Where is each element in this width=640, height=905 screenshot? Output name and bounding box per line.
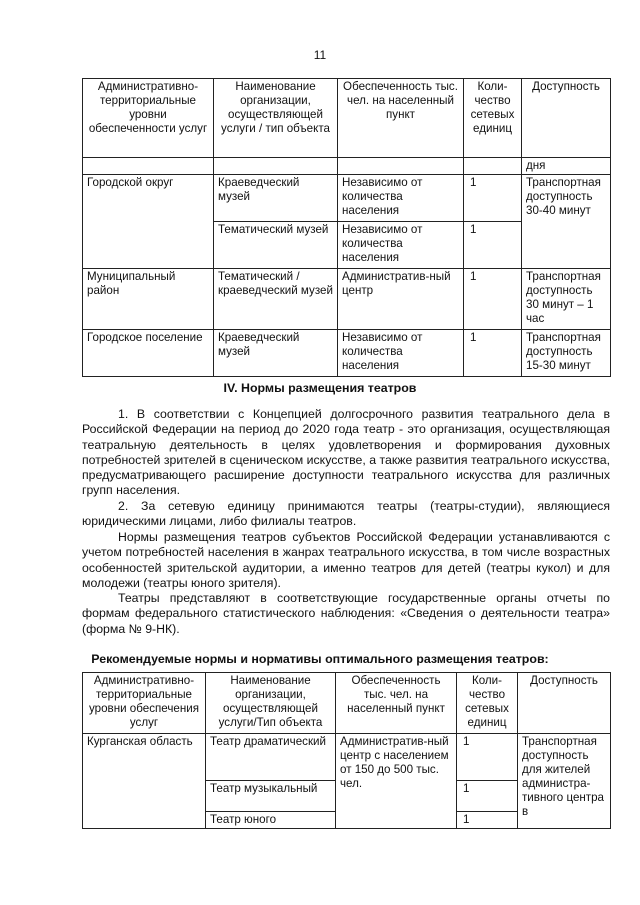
table-subheader-row bbox=[83, 158, 611, 175]
provision-cell: Административ-ный центр bbox=[338, 269, 464, 330]
header-count: Коли-чество сетевых единиц bbox=[457, 673, 518, 734]
org-cell: Краеведческий музей bbox=[214, 330, 338, 377]
org-cell: Тематический / краеведческий музей bbox=[214, 269, 338, 330]
access-cell: Транспортная доступность 30-40 минут bbox=[522, 175, 611, 269]
header-provision: Обеспеченность тыс. чел. на населенный пункт bbox=[336, 673, 457, 734]
page-number: 11 bbox=[313, 48, 327, 62]
level-cell: Муниципальный район bbox=[83, 269, 214, 330]
access-cell: Транспортная доступность для жителей администра-тивного центра в bbox=[518, 734, 611, 829]
table-header-row bbox=[83, 79, 611, 158]
header-provision: Обеспеченность тыс. чел. на населенный пункт bbox=[338, 79, 464, 158]
header-count: Коли-чество сетевых единиц bbox=[464, 79, 522, 158]
subheader-days: дня bbox=[522, 158, 611, 175]
org-cell: Театр юного bbox=[206, 812, 336, 829]
section-heading: IV. Нормы размещения театров bbox=[223, 381, 417, 395]
count-cell: 1 bbox=[457, 812, 518, 829]
access-cell: Транспортная доступность 15-30 минут bbox=[522, 330, 611, 377]
table-row bbox=[83, 269, 611, 330]
provision-cell: Независимо от количества населения bbox=[338, 175, 464, 222]
header-access: Доступность bbox=[518, 673, 611, 734]
paragraph: Театры представляют в соответствующие государственные органы отчеты по формам федерального статистического наблюдения: «Сведения о деятельности театра» (форма № 9-НК). bbox=[82, 591, 610, 636]
org-cell: Театр музыкальный bbox=[206, 781, 336, 812]
org-cell: Театр драматический bbox=[206, 734, 336, 781]
provision-cell: Независимо от количества населения bbox=[338, 222, 464, 269]
header-org: Наименование организации, осуществляющей услуги/Тип объекта bbox=[206, 673, 336, 734]
level-cell: Городское поселение bbox=[83, 330, 214, 377]
level-cell: Городской округ bbox=[83, 175, 214, 269]
table-row bbox=[83, 330, 611, 377]
org-cell: Тематический музей bbox=[214, 222, 338, 269]
header-access: Доступность bbox=[522, 79, 611, 158]
count-cell: 1 bbox=[464, 269, 522, 330]
count-cell: 1 bbox=[464, 222, 522, 269]
paragraph: Нормы размещения театров субъектов Российской Федерации устанавливаются с учетом потребностей населения в жанрах театрального искусства, в том числе возрастных особенностей зрительской аудитории, а именно театров для детей (театры кукол) и для молодежи (театры юного зрителя). bbox=[82, 530, 610, 590]
table-row bbox=[83, 175, 611, 222]
level-cell: Курганская область bbox=[83, 734, 206, 829]
museums-table bbox=[82, 78, 611, 377]
table-row bbox=[83, 734, 611, 781]
theatres-table bbox=[82, 672, 611, 829]
table-heading: Рекомендуемые нормы и нормативы оптимального размещения театров: bbox=[91, 652, 549, 666]
header-org: Наименование организации, осуществляющей услуги / тип объекта bbox=[214, 79, 338, 158]
count-cell: 1 bbox=[457, 734, 518, 781]
access-cell: Транспортная доступность 30 минут – 1 час bbox=[522, 269, 611, 330]
provision-cell: Независимо от количества населения bbox=[338, 330, 464, 377]
count-cell: 1 bbox=[464, 330, 522, 377]
org-cell: Краеведческий музей bbox=[214, 175, 338, 222]
count-cell: 1 bbox=[457, 781, 518, 812]
paragraph: 1. В соответствии с Концепцией долгосрочного развития театрального дела в Российской Федерации на период до 2020 года театр - это организация, осуществляющая театральную деятельность в целях удовлетворения и формирования духовных потребностей зрителей в сценическом искусстве, а также развития театрального искусства, предусматривающего расширение доступности театрального искусства для различных групп населения. bbox=[82, 407, 610, 498]
table-header-row bbox=[83, 673, 611, 734]
count-cell: 1 bbox=[464, 175, 522, 222]
header-level: Административно-территориальные уровни обеспечения услуг bbox=[83, 673, 206, 734]
paragraph: 2. За сетевую единицу принимаются театры (театры-студии), являющиеся юридическими лицами, либо филиалы театров. bbox=[82, 499, 610, 529]
header-level: Административно-территориальные уровни обеспеченности услуг bbox=[83, 79, 214, 158]
provision-cell: Административ-ный центр с населением от 150 до 500 тыс. чел. bbox=[336, 734, 457, 829]
